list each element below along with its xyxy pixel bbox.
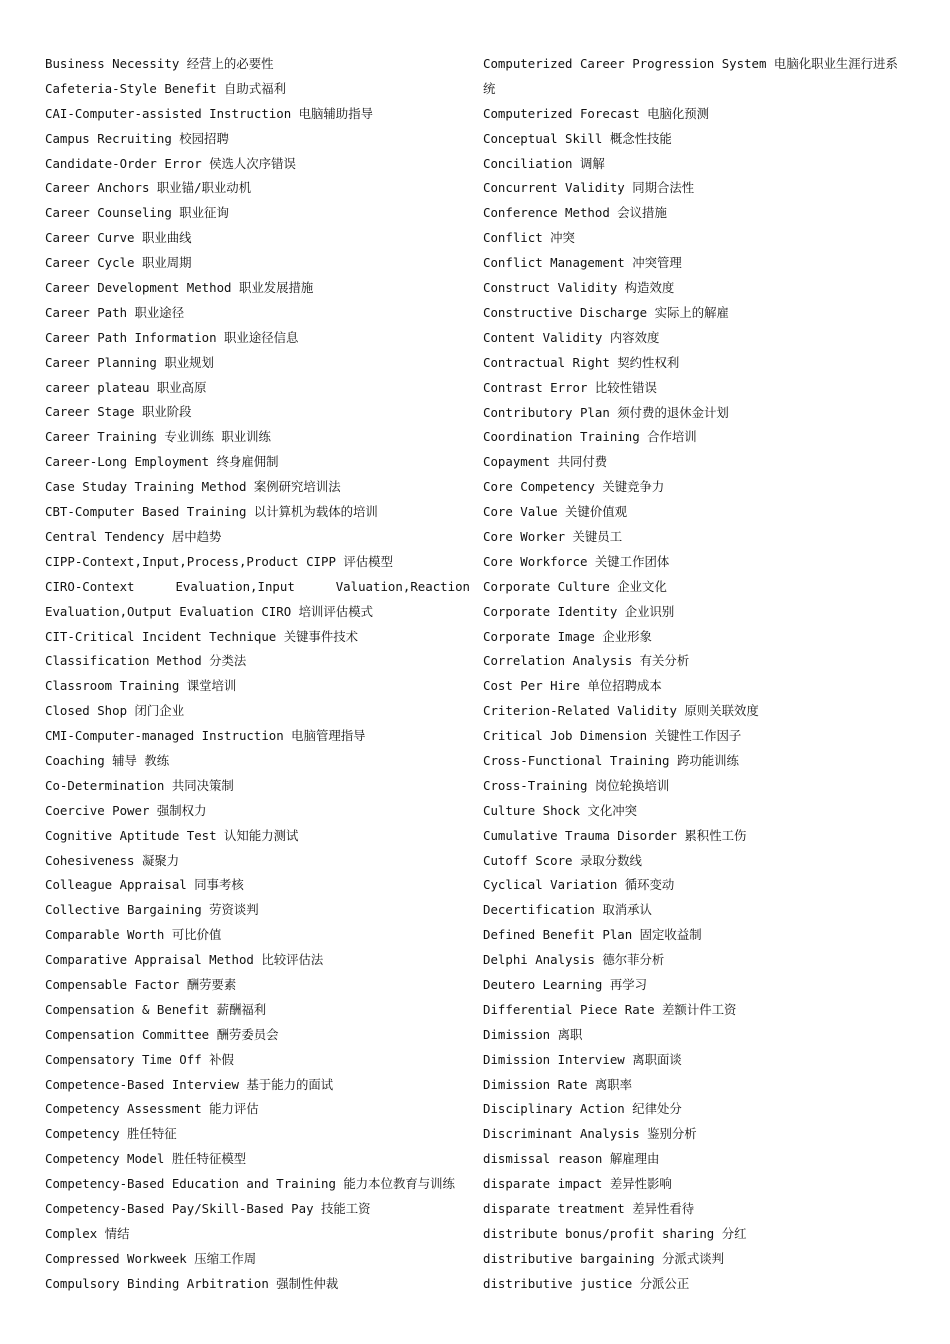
glossary-entry: dismissal reason 解雇理由 <box>483 1151 660 1167</box>
glossary-entry: career plateau 职业高原 <box>45 379 207 395</box>
glossary-entry: Colleague Appraisal 同事考核 <box>45 877 244 893</box>
glossary-entry: Compensable Factor 酬劳要素 <box>45 976 237 992</box>
glossary-entry: Cross-Functional Training 跨功能训练 <box>483 752 739 768</box>
glossary-entry: Culture Shock 文化冲突 <box>483 802 637 818</box>
glossary-entry: Coercive Power 强制权力 <box>45 802 207 818</box>
glossary-entry: Compressed Workweek 压缩工作周 <box>45 1250 257 1266</box>
glossary-entry: Defined Benefit Plan 固定收益制 <box>483 927 702 943</box>
glossary-entry: Corporate Identity 企业识别 <box>483 603 675 619</box>
glossary-entry: CIT-Critical Incident Technique 关键事件技术 <box>45 628 359 644</box>
glossary-entry: Deutero Learning 再学习 <box>483 976 647 992</box>
glossary-entry: distributive justice 分派公正 <box>483 1275 690 1291</box>
glossary-entry: Case Studay Training Method 案例研究培训法 <box>45 479 341 495</box>
glossary-entry: CMI-Computer-managed Instruction 电脑管理指导 <box>45 728 366 744</box>
glossary-entry: Concurrent Validity 同期合法性 <box>483 180 695 196</box>
glossary-entry: Career Cycle 职业周期 <box>45 255 192 271</box>
glossary-entry: Contractual Right 契约性权利 <box>483 354 680 370</box>
glossary-entry: Career Curve 职业曲线 <box>45 230 192 246</box>
glossary-entry: Cyclical Variation 循环变动 <box>483 877 675 893</box>
glossary-entry: Corporate Image 企业形象 <box>483 628 652 644</box>
glossary-entry: Construct Validity 构造效度 <box>483 280 675 296</box>
glossary-entry: Complex 情结 <box>45 1225 130 1241</box>
glossary-entry: Dimission 离职 <box>483 1026 583 1042</box>
glossary-entry: Computerized Forecast 电脑化预测 <box>483 105 710 121</box>
glossary-entry: Cohesiveness 凝聚力 <box>45 852 180 868</box>
glossary-entry: Computerized Career Progression System 电脑化职业生涯行进系统 <box>483 56 898 96</box>
glossary-entry: CAI-Computer-assisted Instruction 电脑辅助指导 <box>45 105 373 121</box>
glossary-entry: Core Worker 关键员工 <box>483 528 623 544</box>
glossary-entry: Competency 胜任特征 <box>45 1126 177 1142</box>
glossary-entry: distributive bargaining 分派式谈判 <box>483 1250 724 1266</box>
glossary-entry: Collective Bargaining 劳资谈判 <box>45 902 259 918</box>
glossary-entry: Cumulative Trauma Disorder 累积性工伤 <box>483 827 747 843</box>
glossary-entry: Contributory Plan 须付费的退休金计划 <box>483 404 729 420</box>
glossary-entry: Closed Shop 闭门企业 <box>45 703 185 719</box>
glossary-entry: CIPP-Context,Input,Process,Product CIPP 评估模型 <box>45 553 393 569</box>
glossary-entry: Coaching 辅导 教练 <box>45 752 170 768</box>
glossary-entry: CBT-Computer Based Training 以计算机为载体的培训 <box>45 504 378 520</box>
glossary-entry: Campus Recruiting 校园招聘 <box>45 130 229 146</box>
glossary-entry: Comparative Appraisal Method 比较评估法 <box>45 952 324 968</box>
glossary-entry: Compensation Committee 酬劳委员会 <box>45 1026 279 1042</box>
glossary-entry: Competency-Based Education and Training 能力本位教育与训练 <box>45 1176 455 1192</box>
glossary-entry: Cutoff Score 录取分数线 <box>483 852 642 868</box>
glossary-entry: Career Counseling 职业征询 <box>45 205 229 221</box>
glossary-entry: Conciliation 调解 <box>483 155 605 171</box>
glossary-entry: Cross-Training 岗位轮换培训 <box>483 777 670 793</box>
glossary-entry: Conflict 冲突 <box>483 230 575 246</box>
glossary-entry: Corporate Culture 企业文化 <box>483 578 667 594</box>
glossary-entry: Business Necessity 经营上的必要性 <box>45 56 274 71</box>
glossary-entry: Criterion-Related Validity 原则关联效度 <box>483 703 759 719</box>
glossary-entry: Copayment 共同付费 <box>483 454 608 470</box>
glossary-entry: Constructive Discharge 实际上的解雇 <box>483 304 729 320</box>
glossary-entry: Correlation Analysis 有关分析 <box>483 653 690 669</box>
glossary-entry: Core Competency 关键竞争力 <box>483 479 665 495</box>
glossary-entry: Differential Piece Rate 差额计件工资 <box>483 1001 737 1017</box>
glossary-entry: Career-Long Employment 终身雇佣制 <box>45 454 279 470</box>
glossary-entry: Cafeteria-Style Benefit 自助式福利 <box>45 80 286 96</box>
glossary-entry: Career Development Method 职业发展措施 <box>45 280 314 296</box>
glossary-entry: Content Validity 内容效度 <box>483 329 660 345</box>
glossary-entry: Classification Method 分类法 <box>45 653 247 669</box>
glossary-entry: Career Training 专业训练 职业训练 <box>45 429 271 445</box>
glossary-entry: Career Planning 职业规划 <box>45 354 214 370</box>
glossary-entry: Conflict Management 冲突管理 <box>483 255 682 271</box>
glossary-entry: Candidate-Order Error 侯选人次序错误 <box>45 155 296 171</box>
glossary-entry: distribute bonus/profit sharing 分红 <box>483 1225 747 1241</box>
glossary-entry: Discriminant Analysis 鉴别分析 <box>483 1126 697 1142</box>
glossary-column-right <box>483 52 908 1297</box>
glossary-entry: Classroom Training 课堂培训 <box>45 678 237 694</box>
glossary-entry: Conceptual Skill 概念性技能 <box>483 130 672 146</box>
glossary-entry: Career Stage 职业阶段 <box>45 404 192 420</box>
glossary-column-left <box>45 52 470 1297</box>
glossary-entry: Career Anchors 职业锚/职业动机 <box>45 180 252 196</box>
glossary-entry: Compensation & Benefit 薪酬福利 <box>45 1001 267 1017</box>
glossary-entry: Conference Method 会议措施 <box>483 205 667 221</box>
glossary-entry: Disciplinary Action 纪律处分 <box>483 1101 682 1117</box>
glossary-entry: Career Path Information 职业途径信息 <box>45 329 299 345</box>
glossary-entry: Dimission Rate 离职率 <box>483 1076 633 1092</box>
glossary-entry: Decertification 取消承认 <box>483 902 652 918</box>
glossary-entry: disparate impact 差异性影响 <box>483 1176 672 1192</box>
glossary-entry: Dimission Interview 离职面谈 <box>483 1051 682 1067</box>
glossary-entry: Compulsory Binding Arbitration 强制性仲裁 <box>45 1275 339 1291</box>
glossary-entry: Comparable Worth 可比价值 <box>45 927 222 943</box>
glossary-entry: Coordination Training 合作培训 <box>483 429 697 445</box>
glossary-entry: Competency Assessment 能力评估 <box>45 1101 259 1117</box>
glossary-entry: Cognitive Aptitude Test 认知能力测试 <box>45 827 299 843</box>
glossary-entry: disparate treatment 差异性看待 <box>483 1201 695 1216</box>
glossary-entry: Critical Job Dimension 关键性工作因子 <box>483 728 742 744</box>
glossary-entry: Core Value 关键价值观 <box>483 504 628 520</box>
glossary-entry: CIRO-Context Evaluation,Input Valuation,Reaction Evaluation,Output Evaluation CIRO 培训评估模式 <box>45 578 470 619</box>
glossary-entry: Competency Model 胜任特征模型 <box>45 1151 247 1167</box>
glossary-entry: Central Tendency 居中趋势 <box>45 528 222 544</box>
glossary-entry: Compensatory Time Off 补假 <box>45 1051 234 1067</box>
glossary-entry: Delphi Analysis 德尔菲分析 <box>483 952 665 968</box>
glossary-entry: Core Workforce 关键工作团体 <box>483 553 670 569</box>
glossary-entry: Contrast Error 比较性错误 <box>483 379 657 395</box>
glossary-entry: Career Path 职业途径 <box>45 304 185 320</box>
glossary-entry: Co-Determination 共同决策制 <box>45 777 234 793</box>
glossary-entry: Competence-Based Interview 基于能力的面试 <box>45 1076 334 1092</box>
glossary-entry: Cost Per Hire 单位招聘成本 <box>483 678 662 694</box>
glossary-entry: Competency-Based Pay/Skill-Based Pay 技能工资 <box>45 1201 371 1216</box>
